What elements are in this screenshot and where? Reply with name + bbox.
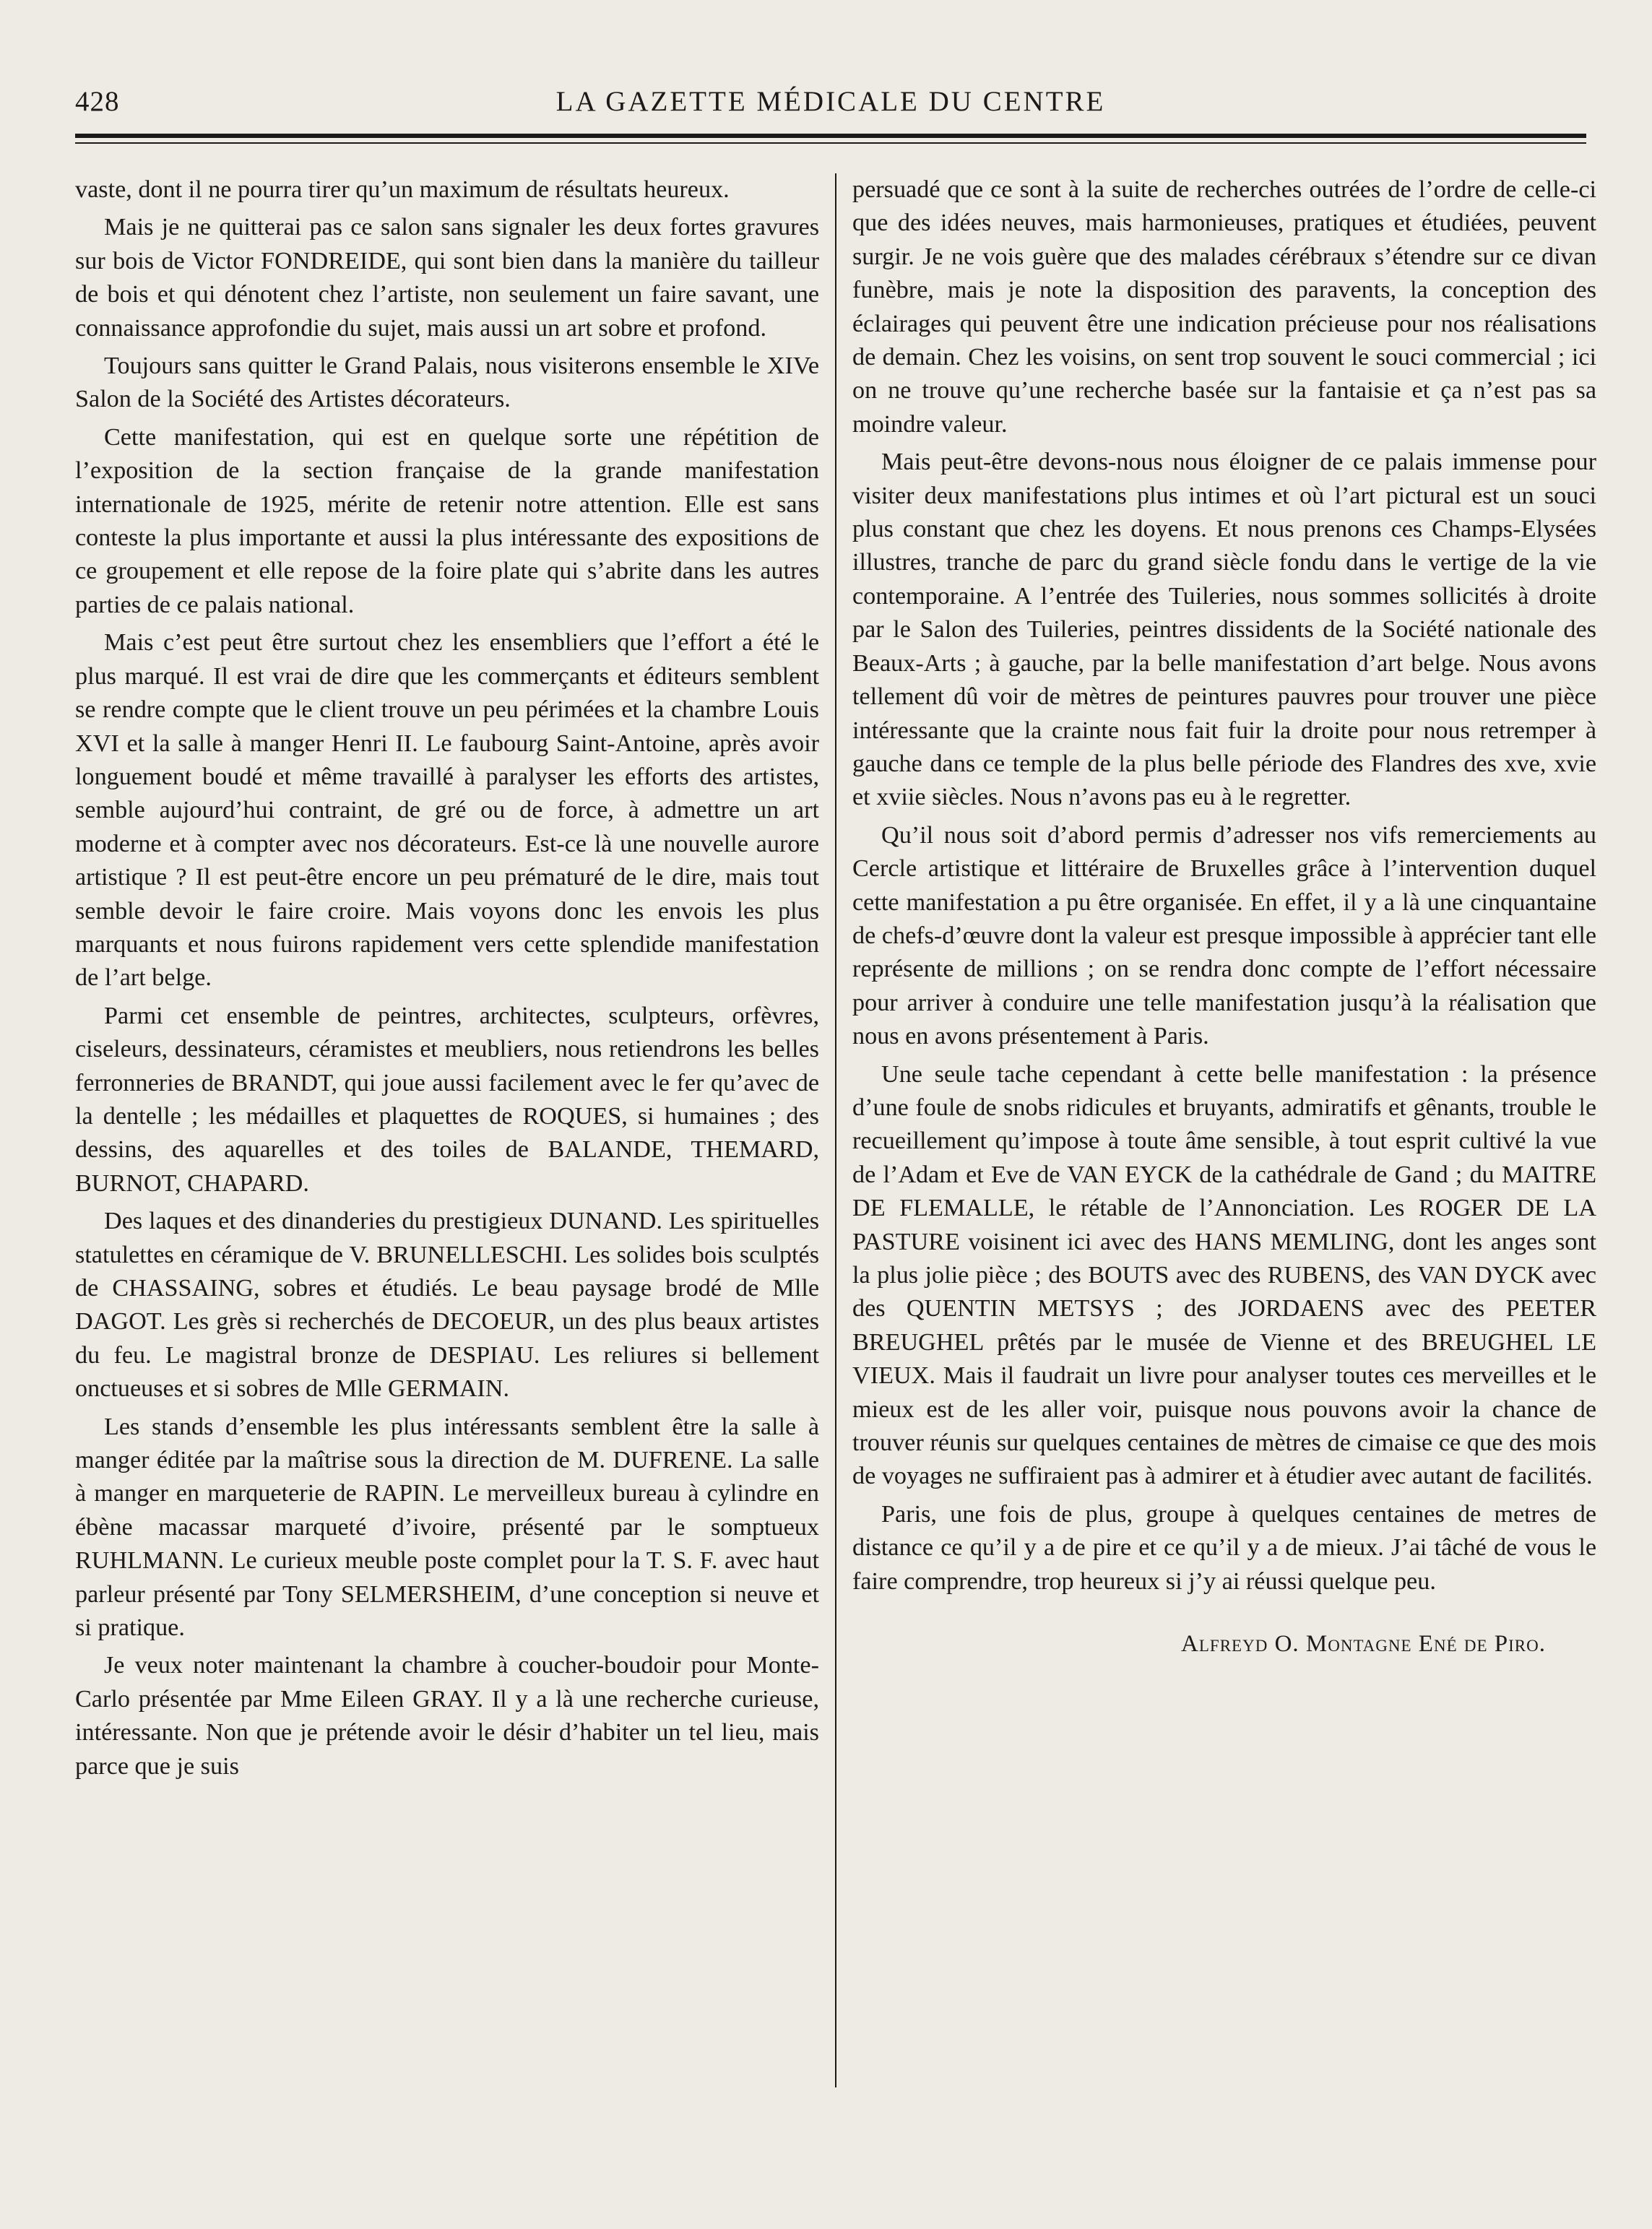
left-column — [75, 173, 819, 1788]
journal-title: LA GAZETTE MÉDICALE DU CENTRE — [555, 86, 1106, 117]
paragraph: Mais je ne quitterai pas ce salon sans signaler les deux fortes gravures sur bois de Victor FONDREIDE, qui sont bien dans la manière du tailleur de bois et qui dénotent chez l’artiste, non seulement un faire savant, une connaissance approfondie du sujet, mais aussi un art sobre et profond. — [75, 214, 819, 342]
paragraph: Des laques et des dinanderies du prestigieux DUNAND. Les spirituelles statulettes en céramique de V. BRUNELLESCHI. Les solides bois sculptés de CHASSAING, sobres et étudiés. Le beau paysage brodé de Mlle DAGOT. Les grès si recherchés de DECOEUR, un des plus beaux artistes du feu. Le magistral bronze de DESPIAU. Les reliures si bellement onctueuses et si sobres de Mlle GERMAIN. — [75, 1208, 819, 1403]
paragraph: Une seule tache cependant à cette belle manifestation : la présence d’une foule de snobs ridicules et bruyants, admiratifs et gênants, trouble le recueillement qu’impose à toute âme sensible, à tout esprit cultivé la vue de l’Adam et Eve de VAN EYCK de la cathédrale de Gand ; du MAITRE DE FLEMALLE, le rétable de l’Annonciation. Les ROGER DE LA PASTURE voisinent ici avec des HANS MEMLING, dont les anges sont la plus jolie pièce ; des BOUTS avec des RUBENS, des VAN DYCK avec des QUENTIN METSYS ; des JORDAENS avec des PEETER BREUGHEL prêtés par le musée de Vienne et des BREUGHEL LE VIEUX. Mais il faudrait un livre pour analyser toutes ces merveilles et le mieux est de les aller voir, puisque nous pouvons avoir la chance de trouver réunis sur quelques centaines de mètres de cimaise ce que des mois de voyages ne suffiraient pas à admirer et à étudier avec autant de facilités. — [852, 1060, 1596, 1490]
right-column — [852, 173, 1596, 1661]
paragraph: Mais c’est peut être surtout chez les ensembliers que l’effort a été le plus marqué. Il est vrai de dire que les commerçants et éditeurs semblent se rendre compte que le client trouve un peu périmées et la chambre Louis XVI et la salle à manger Henri II. Le faubourg Saint-Antoine, après avoir longuement boudé et même travaillé à paralyser les efforts des artistes, semble aujourd’hui contraint, de gré ou de force, à admettre un art moderne et à compter avec nos décorateurs. Est-ce là une nouvelle aurore artistique ? Il est peut-être encore un peu prématuré de le dire, mais tout semble devoir le faire croire. Mais voyons donc les envois les plus marquants et nous fuirons rapidement vers cette splendide manifestation de l’art belge. — [75, 629, 819, 992]
column-divider — [835, 173, 836, 2087]
paragraph: Toujours sans quitter le Grand Palais, nous visiterons ensemble le XIVe Salon de la Société des Artistes décorateurs. — [75, 352, 819, 413]
paragraph: vaste, dont il ne pourra tirer qu’un maximum de résultats heureux. — [75, 176, 730, 203]
page-number: 428 — [75, 86, 120, 117]
paragraph: Qu’il nous soit d’abord permis d’adresser nos vifs remerciements au Cercle artistique et littéraire de Bruxelles grâce à l’intervention duquel cette manifestation a pu être organisée. En effet, il y a là une cinquantaine de chefs-d’œuvre dont la valeur est presque impossible à apprécier tant elle représente de millions ; on se rendra donc compte de l’effort nécessaire pour arriver à conduire une telle manifestation jusqu’à la réalisation que nous en avons présentement à Paris. — [852, 821, 1596, 1050]
paragraph: Les stands d’ensemble les plus intéressants semblent être la salle à manger éditée par la maîtrise sous la direction de M. DUFRENE. La salle à manger en marqueterie de RAPIN. Le merveilleux bureau à cylindre en ébène macassar marqueté d’ivoire, présenté par le somptueux RUHLMANN. Le curieux meuble poste complet pour la T. S. F. avec haut parleur présenté par Tony SELMERSHEIM, d’une conception si neuve et si pratique. — [75, 1413, 819, 1642]
paragraph: Mais peut-être devons-nous nous éloigner de ce palais immense pour visiter deux manifestations plus intimes et où l’art pictural est un souci plus constant que chez les doyens. Et nous prenons ces Champs-Elysées illustres, tranche de parc du grand siècle fondu dans le vertige de la vie contemporaine. A l’entrée des Tuileries, nous sommes sollicités à droite par le Salon des Tuileries, peintres dissidents de la Société nationale des Beaux-Arts ; à gauche, par la belle manifestation d’art belge. Nous avons tellement dû voir de mètres de peintures pauvres pour trouver une pièce intéressante que la crainte nous fait fuir la droite pour nous retremper à gauche dans ce temple de la plus belle période des Flandres des xve, xvie et xviie siècles. Nous n’avons pas eu à le regretter. — [852, 449, 1596, 811]
header-rule — [75, 134, 1586, 138]
header-rule-thin — [75, 142, 1586, 144]
paragraph: Cette manifestation, qui est en quelque sorte une répétition de l’exposition de la section française de la grande manifestation internationale de 1925, mérite de retenir notre attention. Elle est sans conteste la plus importante et aussi la plus intéressante des expositions de ce groupement et elle repose de la foire plate qui s’abrite dans les autres parties de ce palais national. — [75, 423, 819, 618]
paragraph: Paris, une fois de plus, groupe à quelques centaines de metres de distance ce qu’il y a de pire et ce qu’il y a de mieux. J’ai tâché de vous le faire comprendre, trop heureux si j’y ai réussi quelque peu. — [852, 1500, 1596, 1595]
page-header — [75, 85, 1586, 129]
paragraph: Je veux noter maintenant la chambre à coucher-boudoir pour Monte-Carlo présentée par Mme Eileen GRAY. Il y a là une recherche curieuse, intéressante. Non que je prétende avoir le désir d’habiter un tel lieu, mais parce que je suis — [75, 1652, 819, 1780]
author-signature: Alfreyd O. Montagne Ené de Piro. — [1181, 1631, 1546, 1658]
paragraph: persuadé que ce sont à la suite de recherches outrées de l’ordre de celle-ci que des idées neuves, mais harmonieuses, pratiques et étudiées, peuvent surgir. Je ne vois guère que des malades cérébraux s’étendre sur ce divan funèbre, mais je note la disposition des paravents, la conception des éclairages qui peuvent être une indication précieuse pour nos réalisations de demain. Chez les voisins, on sent trop souvent le souci commercial ; ici on ne trouve qu’une recherche basée sur la fantaisie et ça n’est pas sa moindre valeur. — [852, 176, 1596, 438]
paragraph: Parmi cet ensemble de peintres, architectes, sculpteurs, orfèvres, ciseleurs, dessinateurs, céramistes et meubliers, nous retiendrons les belles ferronneries de BRANDT, qui joue aussi facilement avec le fer qu’avec de la dentelle ; les médailles et plaquettes de ROQUES, si humaines ; des dessins, des aquarelles et des toiles de BALANDE, THEMARD, BURNOT, CHAPARD. — [75, 1002, 819, 1197]
